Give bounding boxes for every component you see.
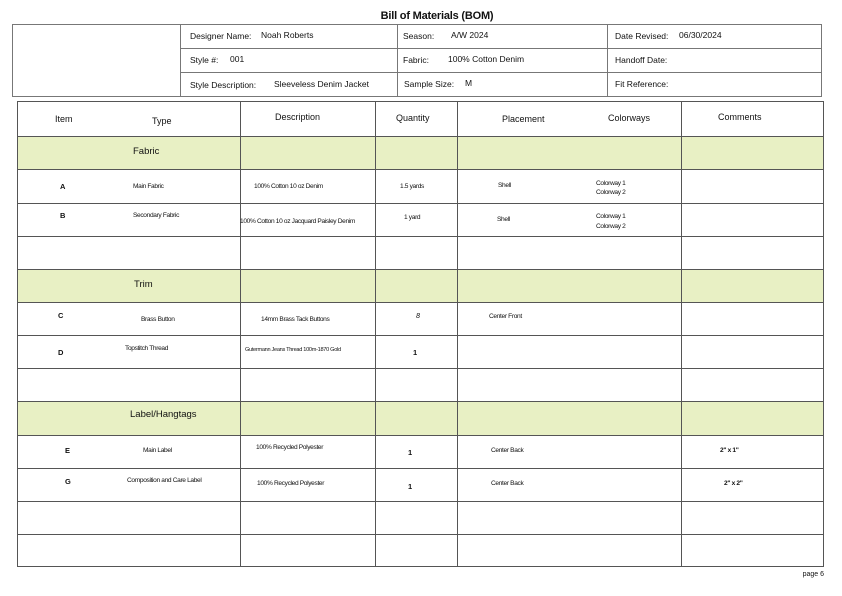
material-description: 100% Recycled Polyester bbox=[256, 444, 324, 451]
material-placement: Shell bbox=[498, 182, 511, 189]
page-title: Bill of Materials (BOM) bbox=[380, 10, 494, 22]
item-code: D bbox=[58, 348, 64, 357]
header-divider bbox=[397, 25, 398, 96]
header-divider bbox=[607, 25, 608, 96]
fabric-value: 100% Cotton Denim bbox=[448, 54, 525, 64]
material-description: 100% Recycled Polyester bbox=[257, 480, 325, 487]
date-revised-value: 06/30/2024 bbox=[679, 30, 722, 40]
material-quantity: 1.5 yards bbox=[400, 183, 424, 190]
colorway-1: Colorway 1 bbox=[596, 213, 626, 220]
item-code: B bbox=[60, 211, 66, 220]
column-header-comments: Comments bbox=[718, 112, 762, 122]
header-divider bbox=[180, 25, 181, 96]
row-divider bbox=[18, 203, 823, 204]
column-header-description: Description bbox=[275, 112, 321, 122]
sample-size-value: M bbox=[465, 78, 473, 88]
item-code: E bbox=[65, 446, 71, 455]
material-description: 100% Cotton 10 oz Denim bbox=[254, 183, 323, 190]
style-number-value: 001 bbox=[230, 54, 245, 64]
material-quantity: 1 yard bbox=[404, 214, 421, 221]
colorway-2: Colorway 2 bbox=[596, 189, 626, 196]
material-quantity: 8 bbox=[416, 311, 420, 320]
item-code: C bbox=[58, 311, 64, 320]
page-number: page 6 bbox=[802, 571, 824, 578]
header-divider bbox=[180, 72, 821, 73]
material-type: Brass Button bbox=[141, 316, 175, 323]
designer-label: Designer Name: bbox=[190, 31, 252, 41]
row-divider bbox=[18, 534, 823, 535]
colorway-2: Colorway 2 bbox=[596, 223, 626, 230]
designer-value: Noah Roberts bbox=[261, 30, 314, 40]
column-header-placement: Placement bbox=[502, 114, 545, 124]
material-quantity: 1 bbox=[408, 448, 413, 457]
fit-reference-label: Fit Reference: bbox=[615, 79, 669, 89]
material-placement: Center Back bbox=[491, 447, 524, 454]
season-value: A/W 2024 bbox=[451, 30, 489, 40]
style-description-value: Sleeveless Denim Jacket bbox=[274, 79, 369, 89]
row-divider bbox=[18, 368, 823, 369]
section-title-labels: Label/Hangtags bbox=[130, 409, 197, 420]
material-placement: Shell bbox=[497, 216, 510, 223]
material-type: Secondary Fabric bbox=[133, 212, 180, 219]
material-placement: Center Back bbox=[491, 480, 524, 487]
row-divider bbox=[18, 236, 823, 237]
bom-table bbox=[17, 101, 824, 567]
material-type: Topstitch Thread bbox=[125, 345, 169, 352]
column-header-type: Type bbox=[152, 116, 172, 126]
column-header-item: Item bbox=[55, 114, 73, 124]
item-code: A bbox=[60, 182, 66, 191]
style-description-label: Style Description: bbox=[190, 80, 257, 90]
column-header-colorways: Colorways bbox=[608, 113, 651, 123]
material-description: 100% Cotton 10 oz Jacquard Paisley Denim bbox=[240, 218, 356, 225]
header-divider bbox=[180, 48, 821, 49]
material-type: Main Fabric bbox=[133, 183, 164, 190]
material-comments: 2" x 2" bbox=[724, 480, 743, 487]
material-type: Main Label bbox=[143, 447, 172, 454]
material-comments: 2" x 1" bbox=[720, 447, 739, 454]
sample-size-label: Sample Size: bbox=[404, 79, 455, 89]
material-description: Gutermann Jeans Thread 100m-1870 Gold bbox=[245, 347, 341, 353]
column-header-quantity: Quantity bbox=[396, 113, 430, 123]
colorway-1: Colorway 1 bbox=[596, 180, 626, 187]
row-divider bbox=[18, 468, 823, 469]
fabric-label: Fabric: bbox=[403, 55, 429, 65]
material-type: Composition and Care Label bbox=[127, 477, 202, 484]
column-divider bbox=[375, 102, 376, 566]
season-label: Season: bbox=[403, 31, 435, 41]
column-divider bbox=[457, 102, 458, 566]
material-placement: Center Front bbox=[489, 313, 522, 320]
row-divider bbox=[18, 501, 823, 502]
material-description: 14mm Brass Tack Buttons bbox=[261, 316, 330, 323]
date-revised-label: Date Revised: bbox=[615, 31, 669, 41]
section-title-fabric: Fabric bbox=[133, 146, 160, 157]
item-code: G bbox=[65, 477, 71, 486]
section-title-trim: Trim bbox=[134, 279, 153, 290]
style-number-label: Style #: bbox=[190, 55, 219, 65]
column-divider bbox=[240, 102, 241, 566]
row-divider bbox=[18, 335, 823, 336]
material-quantity: 1 bbox=[413, 348, 418, 357]
header-info-block bbox=[12, 24, 822, 97]
material-quantity: 1 bbox=[408, 482, 413, 491]
column-divider bbox=[681, 102, 682, 566]
handoff-date-label: Handoff Date: bbox=[615, 55, 668, 65]
